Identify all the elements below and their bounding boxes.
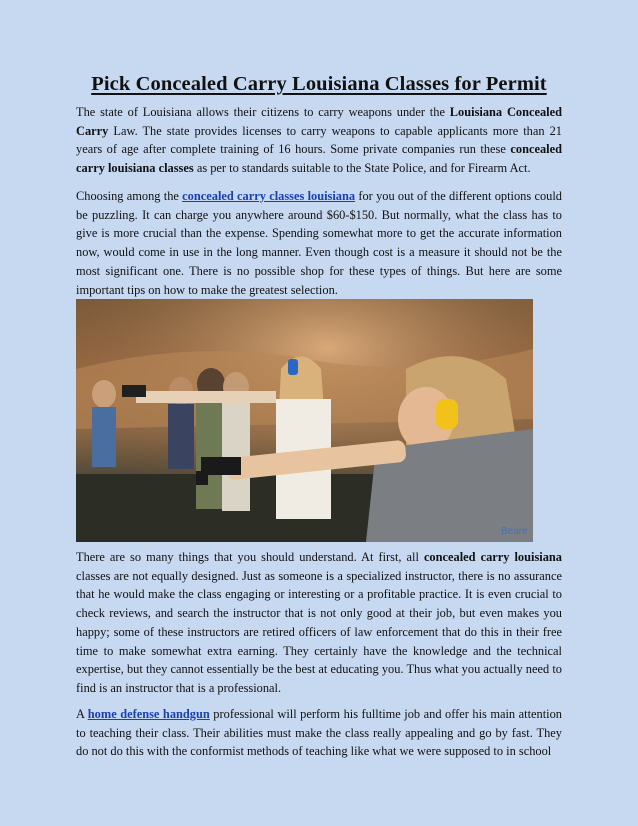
text-run: The state of Louisiana allows their citizens to carry weapons under the bbox=[76, 105, 450, 119]
bold-phrase: Louisiana Concealed Carry bbox=[76, 105, 563, 138]
professional-paragraph bbox=[76, 705, 562, 761]
shooting-range-photo bbox=[76, 299, 533, 542]
text-run: for you out of the different options could be puzzling. It can charge you anywhere around $60-$150. But normally, what the class has to give is more crucial than the expense. Spending somewhat more to get the accurate information now, would come in use in the long manner. Even though cost is a measure it should not be the most significant one. There is no possible shop for these types of things. But here are some important tips on how to make the greatest selection. bbox=[76, 189, 562, 297]
bold-phrase: concealed carry louisiana classes bbox=[76, 142, 562, 176]
text-run: professional will perform his fulltime job and offer his main attention to teaching their class. Their abilities must make the class really appealing and go by fast. They do not do this with the conformist methods of teaching like what we were supposed to in school bbox=[76, 707, 562, 759]
page-title: Pick Concealed Carry Louisiana Classes for Permit bbox=[91, 73, 547, 95]
intro-paragraph bbox=[76, 103, 562, 178]
bold-phrase: concealed carry louisiana bbox=[423, 550, 562, 564]
choosing-paragraph bbox=[76, 187, 562, 299]
text-run: classes are not equally designed. Just as someone is a specialized instructor, there is no assurance that he would make the class engaging or interesting or a profitable practice. It is even crucial to check reviews, and search the instructor that is not only good at their job, but even makes you happy; some of these instructors are retired officers of law enforcement that do this in their free time to make somewhat extra earning. They certainly have the knowledge and the technical expertise, but they cannot essentially be the best at educating you. Thus what you actually need to find is an instructor that is a professional. bbox=[76, 568, 562, 695]
home-defense-handgun-link[interactable]: home defense handgun bbox=[87, 707, 210, 721]
instructor-paragraph bbox=[76, 548, 562, 698]
photo-illustration bbox=[76, 299, 533, 542]
text-run: There are so many things that you should understand. At first, all bbox=[76, 550, 424, 564]
text-run: Law. The state provides licenses to carry weapons to capable applicants more than 21 years of age after complete training of 16 hours. Some private companies run these bbox=[76, 123, 562, 157]
text-run: A bbox=[76, 707, 88, 721]
concealed-carry-classes-link[interactable]: concealed carry classes louisiana bbox=[182, 189, 356, 203]
text-run: Choosing among the bbox=[76, 189, 183, 203]
photo-watermark: Beare bbox=[501, 526, 528, 537]
text-run: as per to standards suitable to the State Police, and for Firearm Act. bbox=[193, 161, 531, 176]
